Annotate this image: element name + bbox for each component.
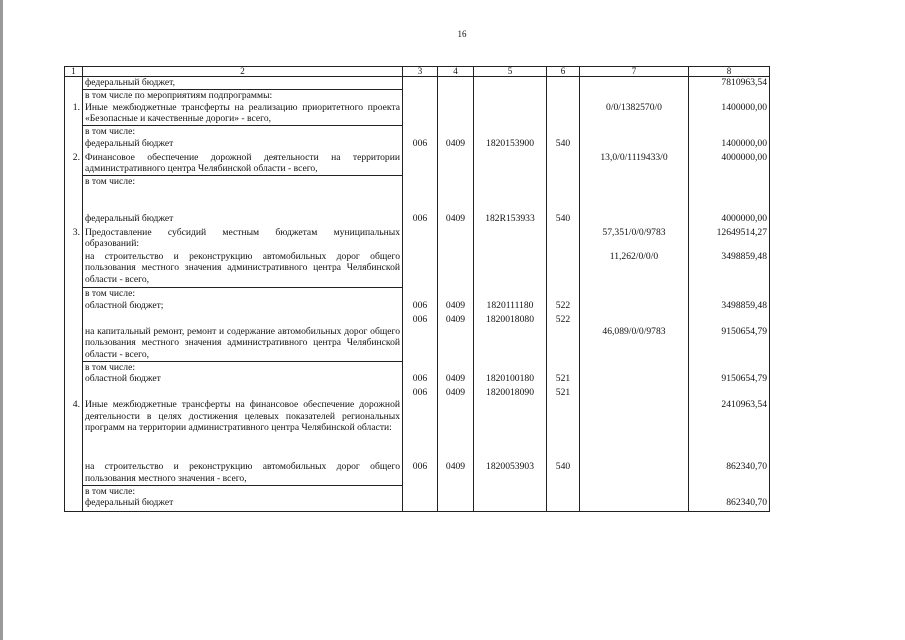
column-header: 4 [438, 67, 474, 77]
amount: 9150654,79 [689, 326, 770, 361]
column-header: 5 [474, 67, 547, 77]
ministry-code: 006 [403, 300, 438, 314]
expense-type [547, 288, 580, 300]
section-code: 0409 [438, 300, 474, 314]
amount: 2410963,54 [689, 399, 770, 461]
target-article [474, 485, 547, 497]
expense-type: 521 [547, 387, 580, 399]
amount: 1400000,00 [689, 138, 770, 152]
ministry-code [403, 90, 438, 102]
row-number [65, 300, 83, 314]
section-code [438, 176, 474, 213]
target-article [474, 399, 547, 461]
indicator-value [580, 300, 689, 314]
amount: 3498859,48 [689, 300, 770, 314]
indicator-value [580, 387, 689, 399]
table-row [65, 387, 770, 399]
row-number [65, 77, 83, 90]
amount: 862340,70 [689, 461, 770, 485]
ministry-code [403, 497, 438, 511]
row-description: областной бюджет [83, 373, 403, 387]
indicator-value [580, 176, 689, 213]
row-description: федеральный бюджет [83, 138, 403, 152]
indicator-value [580, 461, 689, 485]
indicator-value [580, 288, 689, 300]
row-description: в том числе: [83, 361, 403, 373]
row-number [65, 288, 83, 300]
amount: 9150654,79 [689, 373, 770, 387]
column-header: 6 [547, 67, 580, 77]
section-code [438, 152, 474, 176]
table-row [65, 361, 770, 373]
section-code [438, 288, 474, 300]
ministry-code [403, 485, 438, 497]
row-number: 2. [65, 152, 83, 176]
table-row [65, 399, 770, 461]
amount: 4000000,00 [689, 152, 770, 176]
table-row [65, 251, 770, 288]
indicator-value [580, 314, 689, 326]
column-header: 2 [83, 67, 403, 77]
table-row [65, 90, 770, 102]
indicator-value [580, 373, 689, 387]
row-number: 3. [65, 227, 83, 251]
amount [689, 361, 770, 373]
target-article [474, 326, 547, 361]
budget-table [64, 66, 770, 512]
table-row [65, 326, 770, 361]
indicator-value [580, 361, 689, 373]
target-article [474, 361, 547, 373]
target-article [474, 251, 547, 288]
ministry-code [403, 288, 438, 300]
expense-type [547, 126, 580, 138]
section-code [438, 361, 474, 373]
column-header: 8 [689, 67, 770, 77]
target-article [474, 176, 547, 213]
table-row [65, 176, 770, 213]
row-description: на капитальный ремонт, ремонт и содержание автомобильных дорог общего пользования местного значения административного центра Челябинской области - всего, [83, 326, 403, 361]
ministry-code [403, 361, 438, 373]
section-code [438, 251, 474, 288]
ministry-code [403, 126, 438, 138]
expense-type [547, 399, 580, 461]
table-row [65, 314, 770, 326]
indicator-value [580, 126, 689, 138]
row-number [65, 176, 83, 213]
table-row [65, 77, 770, 90]
amount [689, 314, 770, 326]
section-code: 0409 [438, 461, 474, 485]
target-article [474, 152, 547, 176]
section-code [438, 326, 474, 361]
target-article [474, 288, 547, 300]
row-description [83, 387, 403, 399]
expense-type: 540 [547, 138, 580, 152]
section-code [438, 399, 474, 461]
page-number: 16 [457, 29, 467, 39]
target-article [474, 90, 547, 102]
amount [689, 126, 770, 138]
expense-type: 522 [547, 300, 580, 314]
section-code [438, 485, 474, 497]
expense-type [547, 497, 580, 511]
amount: 1400000,00 [689, 102, 770, 126]
section-code [438, 497, 474, 511]
ministry-code [403, 102, 438, 126]
ministry-code: 006 [403, 138, 438, 152]
expense-type [547, 326, 580, 361]
row-number [65, 138, 83, 152]
row-number: 4. [65, 399, 83, 461]
row-description: федеральный бюджет [83, 497, 403, 511]
indicator-value: 57,351/0/0/9783 [580, 227, 689, 251]
amount [689, 387, 770, 399]
row-number [65, 387, 83, 399]
row-description: федеральный бюджет [83, 213, 403, 227]
amount [689, 485, 770, 497]
column-number-row [65, 67, 770, 77]
indicator-value [580, 213, 689, 227]
ministry-code [403, 326, 438, 361]
row-description: в том числе по мероприятиям подпрограммы: [83, 90, 403, 102]
target-article: 1820100180 [474, 373, 547, 387]
row-number [65, 373, 83, 387]
ministry-code: 006 [403, 461, 438, 485]
section-code: 0409 [438, 138, 474, 152]
section-code [438, 102, 474, 126]
column-header: 1 [65, 67, 83, 77]
row-number [65, 314, 83, 326]
row-description: в том числе: [83, 176, 403, 213]
row-description: в том числе: [83, 126, 403, 138]
indicator-value: 13,0/0/1119433/0 [580, 152, 689, 176]
target-article: 1820111180 [474, 300, 547, 314]
amount: 7810963,54 [689, 77, 770, 90]
row-description: Предоставление субсидий местным бюджетам муниципальных образований: [83, 227, 403, 251]
row-number [65, 126, 83, 138]
row-number [65, 213, 83, 227]
row-number [65, 326, 83, 361]
expense-type: 522 [547, 314, 580, 326]
target-article [474, 77, 547, 90]
section-code: 0409 [438, 387, 474, 399]
section-code [438, 90, 474, 102]
indicator-value [580, 485, 689, 497]
table-row [65, 102, 770, 126]
expense-type [547, 485, 580, 497]
row-description: Иные межбюджетные трансферты на финансовое обеспечение дорожной деятельности в целях достижения целевых показателей региональных программ на территории административного центра Челябинской области: [83, 399, 403, 461]
target-article: 1820153900 [474, 138, 547, 152]
row-number [65, 90, 83, 102]
row-description: Иные межбюджетные трансферты на реализацию приоритетного проекта «Безопасные и качественные дороги» - всего, [83, 102, 403, 126]
indicator-value [580, 77, 689, 90]
expense-type [547, 251, 580, 288]
indicator-value [580, 90, 689, 102]
row-number [65, 361, 83, 373]
section-code [438, 77, 474, 90]
indicator-value [580, 399, 689, 461]
indicator-value: 0/0/1382570/0 [580, 102, 689, 126]
target-article: 1820018080 [474, 314, 547, 326]
section-code: 0409 [438, 213, 474, 227]
table-row [65, 126, 770, 138]
expense-type [547, 361, 580, 373]
row-number [65, 251, 83, 288]
ministry-code: 006 [403, 213, 438, 227]
table-row [65, 138, 770, 152]
expense-type: 540 [547, 213, 580, 227]
row-description: на строительство и реконструкцию автомобильных дорог общего пользования местного значения административного центра Челябинской области - всего, [83, 251, 403, 288]
expense-type [547, 152, 580, 176]
row-description: Финансовое обеспечение дорожной деятельности на территории административного центра Челябинской области - всего, [83, 152, 403, 176]
row-number [65, 461, 83, 485]
table-row [65, 300, 770, 314]
indicator-value [580, 138, 689, 152]
ministry-code [403, 176, 438, 213]
section-code: 0409 [438, 373, 474, 387]
indicator-value: 46,089/0/0/9783 [580, 326, 689, 361]
amount: 12649514,27 [689, 227, 770, 251]
target-article [474, 126, 547, 138]
amount [689, 288, 770, 300]
table-row [65, 152, 770, 176]
row-number [65, 497, 83, 511]
row-description: областной бюджет; [83, 300, 403, 314]
amount: 862340,70 [689, 497, 770, 511]
section-code: 0409 [438, 314, 474, 326]
table-row [65, 373, 770, 387]
section-code [438, 126, 474, 138]
ministry-code: 006 [403, 373, 438, 387]
ministry-code [403, 77, 438, 90]
row-number [65, 485, 83, 497]
row-description: в том числе: [83, 288, 403, 300]
target-article: 182R153933 [474, 213, 547, 227]
ministry-code [403, 227, 438, 251]
column-header: 7 [580, 67, 689, 77]
table-row [65, 288, 770, 300]
ministry-code: 006 [403, 314, 438, 326]
target-article: 1820053903 [474, 461, 547, 485]
table-row [65, 497, 770, 511]
row-number: 1. [65, 102, 83, 126]
ministry-code [403, 251, 438, 288]
ministry-code [403, 399, 438, 461]
table-row [65, 461, 770, 485]
indicator-value: 11,262/0/0/0 [580, 251, 689, 288]
section-code [438, 227, 474, 251]
indicator-value [580, 497, 689, 511]
expense-type: 540 [547, 461, 580, 485]
table-row [65, 485, 770, 497]
row-description: в том числе: [83, 485, 403, 497]
table-row [65, 213, 770, 227]
amount: 4000000,00 [689, 213, 770, 227]
column-header: 3 [403, 67, 438, 77]
ministry-code: 006 [403, 387, 438, 399]
target-article [474, 227, 547, 251]
target-article [474, 102, 547, 126]
expense-type [547, 77, 580, 90]
expense-type [547, 176, 580, 213]
target-article [474, 497, 547, 511]
expense-type [547, 227, 580, 251]
expense-type: 521 [547, 373, 580, 387]
amount [689, 90, 770, 102]
ministry-code [403, 152, 438, 176]
amount [689, 176, 770, 213]
target-article: 1820018090 [474, 387, 547, 399]
expense-type [547, 90, 580, 102]
amount: 3498859,48 [689, 251, 770, 288]
scan-edge-bar [0, 0, 3, 640]
row-description [83, 314, 403, 326]
table-row [65, 227, 770, 251]
row-description: федеральный бюджет, [83, 77, 403, 90]
row-description: на строительство и реконструкцию автомобильных дорог общего пользования местного значения - всего, [83, 461, 403, 485]
expense-type [547, 102, 580, 126]
